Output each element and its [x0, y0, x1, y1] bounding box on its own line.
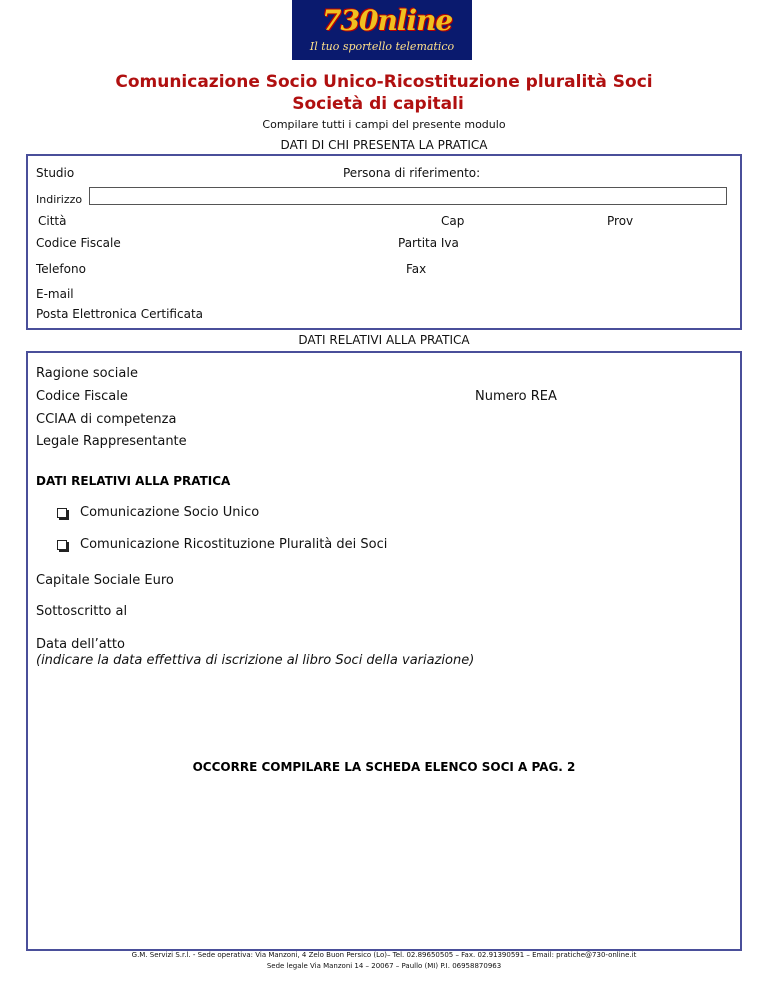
- capitale-sociale-label: Capitale Sociale Euro: [36, 573, 174, 588]
- section-heading-practice: DATI RELATIVI ALLA PRATICA: [298, 333, 470, 347]
- email-label: E-mail: [36, 287, 74, 301]
- persona-label: Persona di riferimento:: [343, 166, 481, 180]
- footer-line-2: Sede legale Via Manzoni 14 – 20067 – Paullo (MI) P.I. 06958870963: [266, 962, 502, 970]
- data-atto-label: Data dell’atto: [36, 637, 125, 652]
- codice-fiscale-label: Codice Fiscale: [36, 236, 121, 250]
- footer-line-1: G.M. Servizi S.r.l. - Sede operativa: Via Manzoni, 4 Zelo Buon Persico (Lo)– Tel. 02.89650505 – Fax. 02.91390591 – Email: pratiche@730-online.it: [131, 951, 637, 959]
- practice-codice-fiscale-label: Codice Fiscale: [36, 389, 128, 404]
- indirizzo-input[interactable]: [89, 187, 727, 205]
- socio-unico-label: Comunicazione Socio Unico: [80, 505, 260, 520]
- cap-label: Cap: [441, 214, 465, 228]
- data-atto-note: (indicare la data effettiva di iscrizione al libro Soci della variazione): [36, 653, 475, 668]
- fax-label: Fax: [406, 262, 427, 276]
- logo: [292, 0, 472, 60]
- pluralita-soci-label: Comunicazione Ricostituzione Pluralità dei Soci: [80, 537, 388, 552]
- telefono-label: Telefono: [36, 262, 86, 276]
- logo-brand: 730nline: [322, 4, 453, 37]
- page-subtitle: Società di capitali: [292, 94, 464, 114]
- partita-iva-label: Partita Iva: [398, 236, 459, 250]
- cciaa-label: CCIAA di competenza: [36, 412, 177, 427]
- prov-label: Prov: [607, 214, 634, 228]
- page-title: Comunicazione Socio Unico-Ricostituzione pluralità Soci: [115, 72, 653, 92]
- presenter-section: [26, 154, 742, 330]
- studio-label: Studio: [36, 166, 75, 180]
- pec-label: Posta Elettronica Certificata: [36, 307, 204, 321]
- section-heading-presenter: DATI DI CHI PRESENTA LA PRATICA: [280, 138, 488, 152]
- indirizzo-label: Indirizzo: [36, 193, 83, 206]
- ragione-sociale-label: Ragione sociale: [36, 366, 138, 381]
- pluralita-soci-checkbox[interactable]: [57, 540, 67, 550]
- sottoscritto-label: Sottoscritto al: [36, 604, 128, 619]
- logo-tagline: Il tuo sportello telematico: [309, 40, 455, 53]
- legale-label: Legale Rappresentante: [36, 434, 187, 449]
- socio-unico-checkbox[interactable]: [57, 508, 67, 518]
- soci-list-notice: OCCORRE COMPILARE LA SCHEDA ELENCO SOCI A PAG. 2: [192, 760, 576, 774]
- practice-subheading: DATI RELATIVI ALLA PRATICA: [36, 474, 231, 488]
- citta-label: Città: [38, 214, 67, 228]
- numero-rea-label: Numero REA: [475, 389, 557, 404]
- instruction-text: Compilare tutti i campi del presente modulo: [262, 118, 506, 131]
